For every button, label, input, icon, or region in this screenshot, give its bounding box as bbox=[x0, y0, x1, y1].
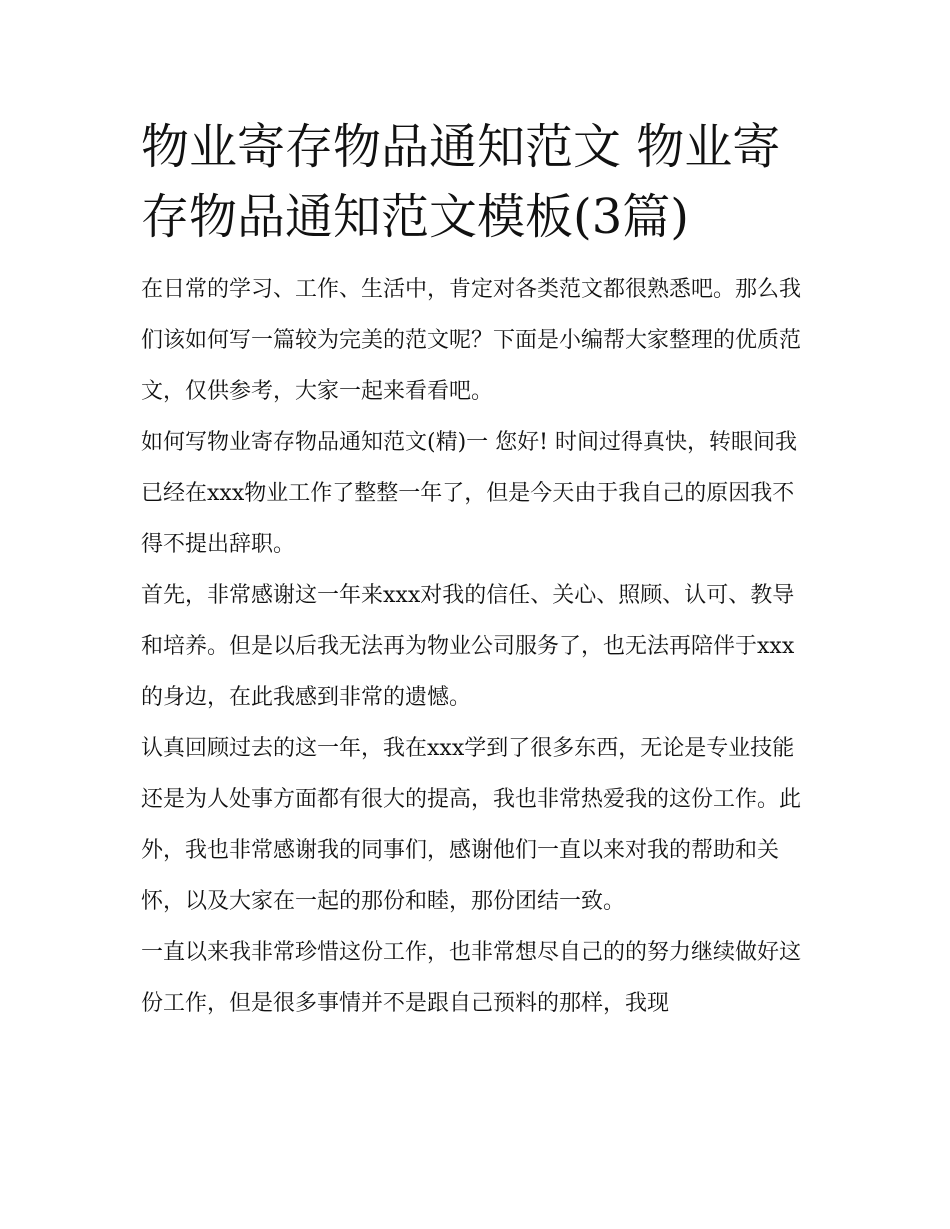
paragraph-continue: 一直以来我非常珍惜这份工作，也非常想尽自己的的努力继续做好这份工作，但是很多事情并不是跟自己预料的那样，我现 bbox=[141, 940, 802, 1016]
paragraph-greeting: 如何写物业寄存物品通知范文(精)一 您好! 时间过得真快，转眼间我已经在xxx物业工作了整整一年了，但是今天由于我自己的原因我不得不提出辞职。 bbox=[141, 430, 797, 557]
paragraph-review: 认真回顾过去的这一年，我在xxx学到了很多东西，无论是专业技能还是为人处事方面都有很大的提高，我也非常热爱我的这份工作。此外，我也非常感谢我的同事们，感谢他们一直以来对我的帮助和关怀，以及大家在一起的那份和睦，那份团结一致。 bbox=[141, 736, 802, 914]
document-body bbox=[141, 264, 813, 1029]
paragraph-intro: 在日常的学习、工作、生活中，肯定对各类范文都很熟悉吧。那么我们该如何写一篇较为完美的范文呢？下面是小编帮大家整理的优质范文，仅供参考，大家一起来看看吧。 bbox=[141, 277, 802, 404]
document-title: 物业寄存物品通知范文 物业寄存物品通知范文模板(3篇) bbox=[141, 119, 781, 245]
paragraph-thanks: 首先，非常感谢这一年来xxx对我的信任、关心、照顾、认可、教导和培养。但是以后我无法再为物业公司服务了，也无法再陪伴于xxx的身边，在此我感到非常的遗憾。 bbox=[141, 583, 795, 710]
document-content bbox=[141, 112, 813, 1029]
